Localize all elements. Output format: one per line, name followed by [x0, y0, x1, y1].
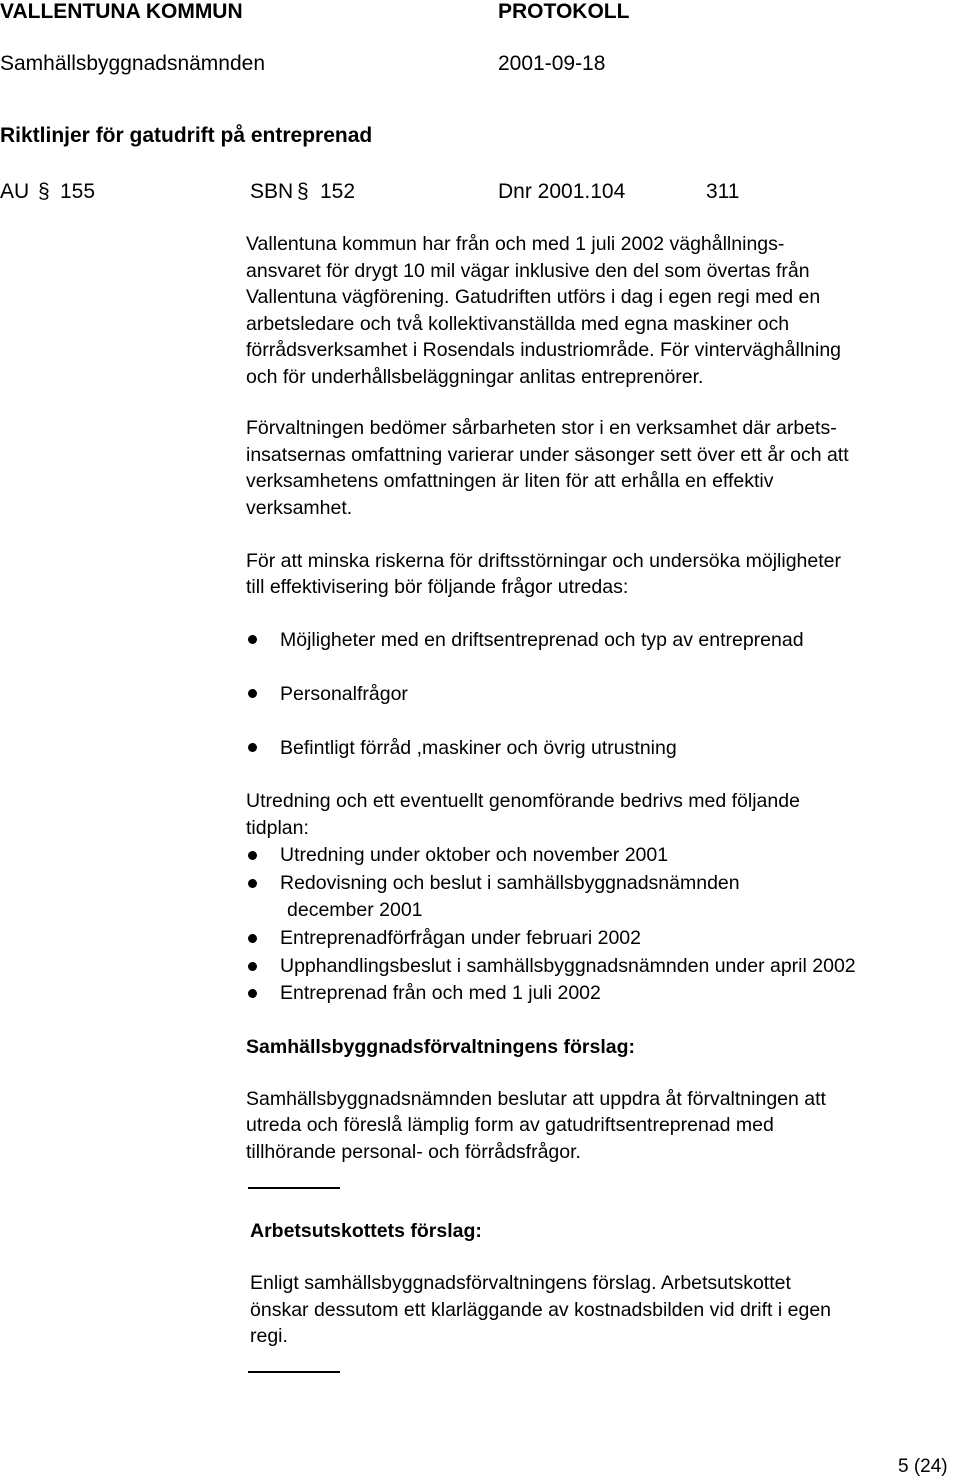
para3-line: till effektivisering bör följande frågor utredas:	[246, 576, 629, 598]
bullet-icon	[248, 934, 257, 943]
timeline-item: Entreprenad från och med 1 juli 2002	[280, 982, 601, 1004]
bullet-icon	[248, 989, 257, 998]
sbn-section-sign: §	[297, 180, 309, 203]
para4-line: tidplan:	[246, 817, 309, 839]
para2-line: verksamhetens omfattningen är liten för att erhålla en effektiv	[246, 470, 774, 492]
para1-line: förrådsverksamhet i Rosendals industriområde. För vinterväghållning	[246, 339, 842, 361]
para1-line: Vallentuna vägförening. Gatudriften utförs i dag i egen regi med en	[246, 286, 821, 308]
page-number: 5 (24)	[898, 1456, 948, 1477]
timeline-item: Entreprenadförfrågan under februari 2002	[280, 927, 641, 949]
question-item: Möjligheter med en driftsentreprenad och typ av entreprenad	[280, 629, 804, 651]
proposal1-line: tillhörande personal- och förrådsfrågor.	[246, 1141, 581, 1163]
page-title: Riktlinjer för gatudrift på entreprenad	[0, 124, 373, 147]
timeline-item-continuation: december 2001	[287, 899, 423, 921]
sbn-number: 152	[320, 180, 356, 203]
org-name: VALLENTUNA KOMMUN	[0, 0, 243, 23]
sbn-label: SBN	[250, 180, 294, 203]
para2-line: verksamhet.	[246, 497, 353, 519]
au-section-sign: §	[38, 180, 50, 203]
para2-line: insatsernas omfattning varierar under säsonger sett över ett år och att	[246, 444, 849, 466]
proposal2-heading: Arbetsutskottets förslag:	[250, 1220, 482, 1242]
question-item: Personalfrågor	[280, 683, 408, 705]
para4-line: Utredning och ett eventuellt genomförande bedrivs med följande	[246, 790, 800, 812]
para1-line: Vallentuna kommun har från och med 1 juli 2002 väghållnings-	[246, 233, 785, 255]
divider-rule	[248, 1187, 340, 1189]
proposal2-line: önskar dessutom ett klarläggande av kostnadsbilden vid drift i egen	[250, 1299, 832, 1321]
dnr-label: Dnr 2001.104	[498, 180, 626, 203]
para1-line: arbetsledare och två kollektivanställda med egna maskiner och	[246, 313, 790, 335]
bullet-icon	[248, 879, 257, 888]
bullet-icon	[248, 743, 257, 752]
bullet-icon	[248, 635, 257, 644]
au-label: AU	[0, 180, 30, 203]
proposal1-line: utreda och föreslå lämplig form av gatudriftsentreprenad med	[246, 1114, 774, 1136]
dnr-code: 311	[706, 180, 740, 203]
para1-line: ansvaret för drygt 10 mil vägar inklusive den del som övertas från	[246, 260, 810, 282]
proposal2-line: regi.	[250, 1325, 288, 1347]
au-number: 155	[60, 180, 96, 203]
timeline-item: Upphandlingsbeslut i samhällsbyggnadsnämnden under april 2002	[280, 955, 856, 977]
timeline-item: Utredning under oktober och november 2001	[280, 844, 669, 866]
bullet-icon	[248, 851, 257, 860]
question-item: Befintligt förråd ,maskiner och övrig utrustning	[280, 737, 677, 759]
para3-line: För att minska riskerna för driftsstörningar och undersöka möjligheter	[246, 550, 841, 572]
bullet-icon	[248, 689, 257, 698]
meeting-date: 2001-09-18	[498, 52, 606, 75]
proposal1-heading: Samhällsbyggnadsförvaltningens förslag:	[246, 1036, 635, 1058]
proposal1-line: Samhällsbyggnadsnämnden beslutar att uppdra åt förvaltningen att	[246, 1088, 826, 1110]
doc-type: PROTOKOLL	[498, 0, 630, 23]
para1-line: och för underhållsbeläggningar anlitas entreprenörer.	[246, 366, 704, 388]
proposal2-line: Enligt samhällsbyggnadsförvaltningens förslag. Arbetsutskottet	[250, 1272, 791, 1294]
divider-rule	[248, 1371, 340, 1373]
para2-line: Förvaltningen bedömer sårbarheten stor i en verksamhet där arbets-	[246, 417, 837, 439]
board-name: Samhällsbyggnadsnämnden	[0, 52, 266, 75]
timeline-item: Redovisning och beslut i samhällsbyggnadsnämnden	[280, 872, 740, 894]
bullet-icon	[248, 962, 257, 971]
